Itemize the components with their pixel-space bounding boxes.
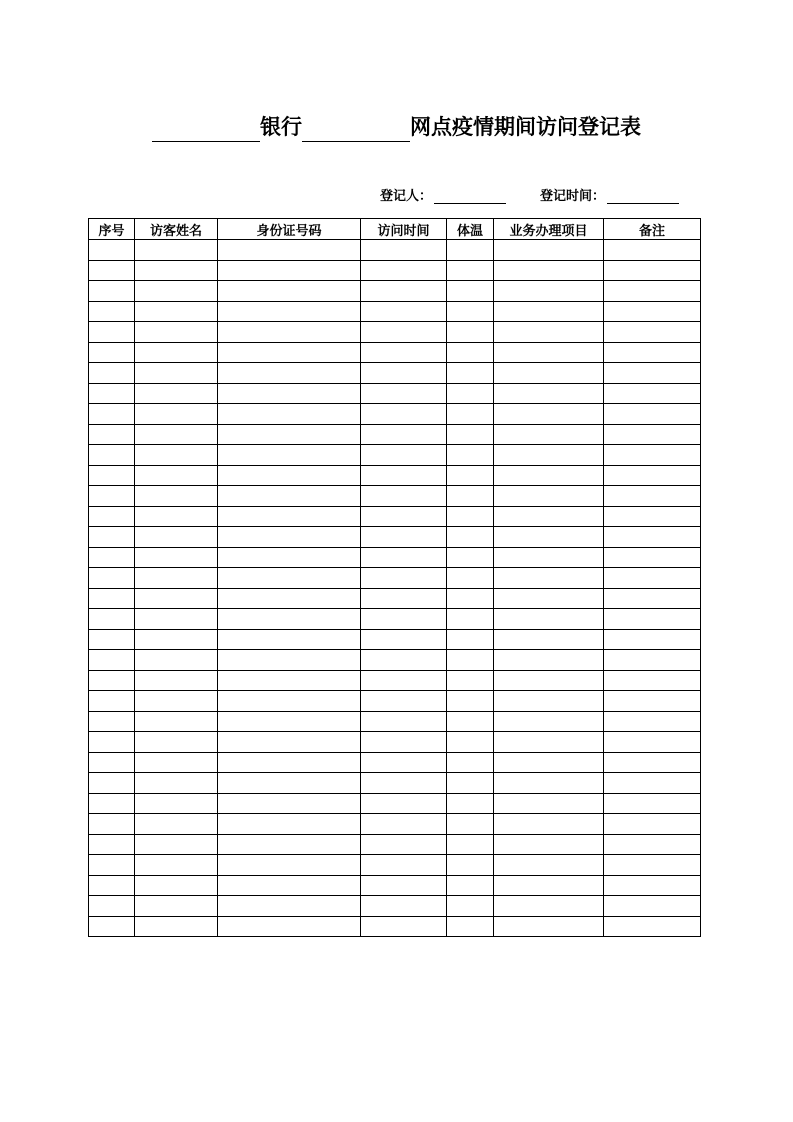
table-cell[interactable]: [361, 752, 447, 773]
table-cell[interactable]: [361, 875, 447, 896]
table-cell[interactable]: [218, 363, 361, 384]
table-cell[interactable]: [89, 424, 135, 445]
header-temperature: 体温: [447, 219, 494, 240]
table-body: [89, 240, 701, 937]
table-cell[interactable]: [494, 260, 604, 281]
bank-name-blank[interactable]: [152, 115, 260, 142]
table-cell[interactable]: [135, 609, 218, 630]
form-title: [0, 108, 793, 142]
table-row: [89, 670, 701, 691]
table-cell[interactable]: [494, 752, 604, 773]
table-cell[interactable]: [135, 527, 218, 548]
table-cell[interactable]: [604, 691, 701, 712]
table-cell[interactable]: [604, 424, 701, 445]
table-cell[interactable]: [604, 281, 701, 302]
table-cell[interactable]: [218, 670, 361, 691]
table-cell[interactable]: [89, 240, 135, 261]
table-cell[interactable]: [89, 609, 135, 630]
table-cell[interactable]: [447, 404, 494, 425]
table-cell[interactable]: [361, 240, 447, 261]
table-cell[interactable]: [494, 445, 604, 466]
table-cell[interactable]: [218, 547, 361, 568]
table-row: [89, 506, 701, 527]
table-cell[interactable]: [135, 404, 218, 425]
visitor-registration-table: [88, 218, 701, 937]
table-cell[interactable]: [218, 916, 361, 937]
table-cell[interactable]: [361, 301, 447, 322]
table-cell[interactable]: [447, 650, 494, 671]
table-cell[interactable]: [135, 506, 218, 527]
table-cell[interactable]: [89, 834, 135, 855]
table-row: [89, 547, 701, 568]
table-cell[interactable]: [447, 486, 494, 507]
table-cell[interactable]: [361, 260, 447, 281]
table-cell[interactable]: [361, 793, 447, 814]
table-cell[interactable]: [361, 342, 447, 363]
table-cell[interactable]: [135, 568, 218, 589]
table-cell[interactable]: [494, 691, 604, 712]
table-cell[interactable]: [361, 732, 447, 753]
table-cell[interactable]: [89, 445, 135, 466]
table-row: [89, 629, 701, 650]
table-row: [89, 691, 701, 712]
table-cell[interactable]: [135, 260, 218, 281]
table-cell[interactable]: [494, 916, 604, 937]
header-remarks: 备注: [604, 219, 701, 240]
table-cell[interactable]: [89, 875, 135, 896]
table-cell[interactable]: [89, 752, 135, 773]
table-cell[interactable]: [604, 260, 701, 281]
table-row: [89, 322, 701, 343]
table-cell[interactable]: [218, 383, 361, 404]
table-cell[interactable]: [135, 465, 218, 486]
table-cell[interactable]: [447, 793, 494, 814]
table-cell[interactable]: [135, 363, 218, 384]
table-cell[interactable]: [494, 527, 604, 548]
table-cell[interactable]: [604, 527, 701, 548]
table-cell[interactable]: [218, 260, 361, 281]
table-cell[interactable]: [494, 486, 604, 507]
table-cell[interactable]: [494, 465, 604, 486]
table-cell[interactable]: [89, 547, 135, 568]
table-cell[interactable]: [218, 773, 361, 794]
table-cell[interactable]: [361, 383, 447, 404]
table-cell[interactable]: [604, 588, 701, 609]
table-cell[interactable]: [218, 424, 361, 445]
table-cell[interactable]: [135, 445, 218, 466]
table-cell[interactable]: [604, 670, 701, 691]
table-cell[interactable]: [218, 465, 361, 486]
table-row: [89, 732, 701, 753]
table-cell[interactable]: [89, 691, 135, 712]
table-cell[interactable]: [447, 527, 494, 548]
table-cell[interactable]: [604, 465, 701, 486]
table-cell[interactable]: [447, 670, 494, 691]
table-cell[interactable]: [218, 322, 361, 343]
registration-time-field[interactable]: [607, 185, 679, 204]
table-cell[interactable]: [447, 609, 494, 630]
table-cell[interactable]: [494, 240, 604, 261]
table-cell[interactable]: [447, 629, 494, 650]
table-row: [89, 281, 701, 302]
table-header-row: [89, 219, 701, 240]
table-cell[interactable]: [494, 896, 604, 917]
table-cell[interactable]: [89, 383, 135, 404]
table-cell[interactable]: [135, 322, 218, 343]
table-cell[interactable]: [494, 547, 604, 568]
table-cell[interactable]: [447, 814, 494, 835]
table-cell[interactable]: [494, 322, 604, 343]
table-cell[interactable]: [89, 650, 135, 671]
table-cell[interactable]: [447, 547, 494, 568]
table-cell[interactable]: [494, 281, 604, 302]
table-cell[interactable]: [494, 773, 604, 794]
table-cell[interactable]: [494, 670, 604, 691]
table-cell[interactable]: [494, 814, 604, 835]
table-cell[interactable]: [494, 875, 604, 896]
table-cell[interactable]: [604, 404, 701, 425]
table-row: [89, 342, 701, 363]
table-cell[interactable]: [361, 670, 447, 691]
table-row: [89, 588, 701, 609]
table-cell[interactable]: [89, 855, 135, 876]
table-cell[interactable]: [494, 383, 604, 404]
table-cell[interactable]: [447, 855, 494, 876]
table-cell[interactable]: [447, 240, 494, 261]
table-row: [89, 424, 701, 445]
table-cell[interactable]: [604, 773, 701, 794]
table-row: [89, 916, 701, 937]
table-cell[interactable]: [89, 588, 135, 609]
table-cell[interactable]: [604, 793, 701, 814]
table-cell[interactable]: [89, 773, 135, 794]
table-row: [89, 814, 701, 835]
table-cell[interactable]: [361, 281, 447, 302]
table-cell[interactable]: [494, 588, 604, 609]
table-cell[interactable]: [218, 793, 361, 814]
table-cell[interactable]: [218, 732, 361, 753]
table-cell[interactable]: [218, 814, 361, 835]
table-cell[interactable]: [604, 445, 701, 466]
table-cell[interactable]: [361, 896, 447, 917]
table-cell[interactable]: [218, 342, 361, 363]
table-cell[interactable]: [447, 342, 494, 363]
table-cell[interactable]: [447, 506, 494, 527]
table-cell[interactable]: [218, 711, 361, 732]
table-cell[interactable]: [604, 568, 701, 589]
table-cell[interactable]: [447, 732, 494, 753]
table-cell[interactable]: [361, 834, 447, 855]
table-cell[interactable]: [218, 445, 361, 466]
table-cell[interactable]: [361, 916, 447, 937]
table-row: [89, 711, 701, 732]
header-visit-time: 访问时间: [361, 219, 447, 240]
table-cell[interactable]: [89, 670, 135, 691]
table-cell[interactable]: [218, 875, 361, 896]
table-cell[interactable]: [89, 465, 135, 486]
table-cell[interactable]: [604, 732, 701, 753]
table-cell[interactable]: [135, 752, 218, 773]
table-cell[interactable]: [361, 773, 447, 794]
table-cell[interactable]: [447, 465, 494, 486]
table-row: [89, 260, 701, 281]
table-cell[interactable]: [494, 424, 604, 445]
table-cell[interactable]: [135, 588, 218, 609]
table-cell[interactable]: [218, 834, 361, 855]
table-cell[interactable]: [218, 486, 361, 507]
table-cell[interactable]: [447, 834, 494, 855]
table-cell[interactable]: [89, 363, 135, 384]
table-cell[interactable]: [135, 547, 218, 568]
table-row: [89, 404, 701, 425]
table-cell[interactable]: [447, 691, 494, 712]
table-cell[interactable]: [89, 260, 135, 281]
table-cell[interactable]: [218, 629, 361, 650]
table-cell[interactable]: [447, 773, 494, 794]
table-row: [89, 465, 701, 486]
table-cell[interactable]: [135, 773, 218, 794]
table-cell[interactable]: [218, 650, 361, 671]
table-cell[interactable]: [447, 875, 494, 896]
table-cell[interactable]: [361, 609, 447, 630]
table-cell[interactable]: [447, 281, 494, 302]
table-cell[interactable]: [494, 342, 604, 363]
table-cell[interactable]: [135, 896, 218, 917]
table-cell[interactable]: [604, 363, 701, 384]
table-cell[interactable]: [361, 506, 447, 527]
table-cell[interactable]: [135, 916, 218, 937]
table-cell[interactable]: [494, 568, 604, 589]
table-cell[interactable]: [89, 301, 135, 322]
table-row: [89, 363, 701, 384]
table-cell[interactable]: [494, 404, 604, 425]
table-cell[interactable]: [89, 896, 135, 917]
table-cell[interactable]: [218, 506, 361, 527]
table-cell[interactable]: [604, 240, 701, 261]
table-cell[interactable]: [218, 691, 361, 712]
table-cell[interactable]: [361, 814, 447, 835]
table-cell[interactable]: [135, 486, 218, 507]
table-cell[interactable]: [361, 650, 447, 671]
table-cell[interactable]: [447, 322, 494, 343]
table-cell[interactable]: [135, 793, 218, 814]
table-row: [89, 486, 701, 507]
table-cell[interactable]: [447, 711, 494, 732]
table-row: [89, 834, 701, 855]
table-cell[interactable]: [604, 506, 701, 527]
registrar-field[interactable]: [434, 185, 506, 204]
table-cell[interactable]: [447, 363, 494, 384]
table-cell[interactable]: [604, 609, 701, 630]
table-cell[interactable]: [135, 650, 218, 671]
table-cell[interactable]: [89, 506, 135, 527]
table-cell[interactable]: [361, 404, 447, 425]
table-cell[interactable]: [361, 465, 447, 486]
table-row: [89, 773, 701, 794]
table-cell[interactable]: [218, 752, 361, 773]
table-row: [89, 609, 701, 630]
registrar-label: 登记人：: [380, 189, 433, 204]
table-cell[interactable]: [361, 527, 447, 548]
table-row: [89, 383, 701, 404]
table-cell[interactable]: [494, 793, 604, 814]
table-row: [89, 793, 701, 814]
table-cell[interactable]: [604, 855, 701, 876]
table-cell[interactable]: [494, 834, 604, 855]
table-cell[interactable]: [361, 855, 447, 876]
table-cell[interactable]: [135, 424, 218, 445]
table-cell[interactable]: [89, 568, 135, 589]
table-cell[interactable]: [604, 629, 701, 650]
table-cell[interactable]: [494, 855, 604, 876]
registration-meta: [380, 182, 679, 204]
table-cell[interactable]: [89, 322, 135, 343]
table-cell[interactable]: [135, 875, 218, 896]
table-cell[interactable]: [135, 691, 218, 712]
title-bank-suffix: 银行: [260, 115, 302, 139]
table-cell[interactable]: [447, 916, 494, 937]
table-cell[interactable]: [218, 568, 361, 589]
table-cell[interactable]: [135, 855, 218, 876]
table-cell[interactable]: [361, 424, 447, 445]
table-cell[interactable]: [135, 383, 218, 404]
table-cell[interactable]: [218, 527, 361, 548]
table-cell[interactable]: [604, 916, 701, 937]
header-id-number: 身份证号码: [218, 219, 361, 240]
table-cell[interactable]: [361, 547, 447, 568]
table-cell[interactable]: [218, 896, 361, 917]
table-cell[interactable]: [604, 896, 701, 917]
table-cell[interactable]: [135, 670, 218, 691]
table-cell[interactable]: [447, 896, 494, 917]
table-cell[interactable]: [361, 691, 447, 712]
table-cell[interactable]: [89, 486, 135, 507]
table-row: [89, 568, 701, 589]
table-cell[interactable]: [135, 301, 218, 322]
table-cell[interactable]: [604, 834, 701, 855]
header-visitor-name: 访客姓名: [135, 219, 218, 240]
table-cell[interactable]: [218, 588, 361, 609]
table-cell[interactable]: [604, 486, 701, 507]
table-cell[interactable]: [604, 711, 701, 732]
table-cell[interactable]: [361, 629, 447, 650]
table-cell[interactable]: [494, 650, 604, 671]
table-cell[interactable]: [89, 711, 135, 732]
table-row: [89, 240, 701, 261]
table-cell[interactable]: [494, 732, 604, 753]
header-serial-number: 序号: [89, 219, 135, 240]
table-cell[interactable]: [218, 609, 361, 630]
table-cell[interactable]: [494, 609, 604, 630]
header-business-item: 业务办理项目: [494, 219, 604, 240]
table-cell[interactable]: [218, 240, 361, 261]
table-cell[interactable]: [447, 383, 494, 404]
table-cell[interactable]: [604, 650, 701, 671]
table-cell[interactable]: [494, 363, 604, 384]
table-cell[interactable]: [494, 711, 604, 732]
table-cell[interactable]: [361, 588, 447, 609]
table-row: [89, 896, 701, 917]
table-cell[interactable]: [218, 855, 361, 876]
table-cell[interactable]: [135, 629, 218, 650]
table-cell[interactable]: [494, 629, 604, 650]
table-cell[interactable]: [89, 527, 135, 548]
table-cell[interactable]: [135, 240, 218, 261]
table-cell[interactable]: [604, 875, 701, 896]
table-cell[interactable]: [604, 814, 701, 835]
table-cell[interactable]: [89, 281, 135, 302]
table-cell[interactable]: [447, 568, 494, 589]
table-cell[interactable]: [89, 342, 135, 363]
title-main-text: 网点疫情期间访问登记表: [410, 115, 641, 139]
table-row: [89, 301, 701, 322]
table-cell[interactable]: [447, 445, 494, 466]
table-cell[interactable]: [135, 342, 218, 363]
table-row: [89, 875, 701, 896]
table-row: [89, 752, 701, 773]
table-cell[interactable]: [494, 506, 604, 527]
table-cell[interactable]: [447, 424, 494, 445]
table-cell[interactable]: [604, 547, 701, 568]
table-cell[interactable]: [494, 301, 604, 322]
table-cell[interactable]: [89, 732, 135, 753]
table-cell[interactable]: [135, 732, 218, 753]
table-cell[interactable]: [604, 383, 701, 404]
table-cell[interactable]: [89, 916, 135, 937]
registration-time-label: 登记时间：: [540, 189, 606, 204]
table-cell[interactable]: [361, 322, 447, 343]
table-row: [89, 855, 701, 876]
table-cell[interactable]: [89, 404, 135, 425]
branch-name-blank[interactable]: [302, 115, 410, 142]
table-cell[interactable]: [218, 281, 361, 302]
table-cell[interactable]: [89, 793, 135, 814]
table-cell[interactable]: [135, 834, 218, 855]
table-cell[interactable]: [135, 814, 218, 835]
table-cell[interactable]: [218, 404, 361, 425]
table-cell[interactable]: [361, 568, 447, 589]
table-row: [89, 650, 701, 671]
table-cell[interactable]: [361, 486, 447, 507]
table-cell[interactable]: [447, 752, 494, 773]
table-cell[interactable]: [89, 814, 135, 835]
table-cell[interactable]: [604, 301, 701, 322]
table-cell[interactable]: [361, 445, 447, 466]
table-cell[interactable]: [447, 301, 494, 322]
table-cell[interactable]: [135, 281, 218, 302]
table-cell[interactable]: [135, 711, 218, 732]
table-cell[interactable]: [604, 752, 701, 773]
table-cell[interactable]: [218, 301, 361, 322]
table-cell[interactable]: [89, 629, 135, 650]
table-cell[interactable]: [604, 322, 701, 343]
table-cell[interactable]: [447, 588, 494, 609]
table-cell[interactable]: [447, 260, 494, 281]
table-row: [89, 527, 701, 548]
table-row: [89, 445, 701, 466]
table-cell[interactable]: [604, 342, 701, 363]
table-cell[interactable]: [361, 711, 447, 732]
table-cell[interactable]: [361, 363, 447, 384]
